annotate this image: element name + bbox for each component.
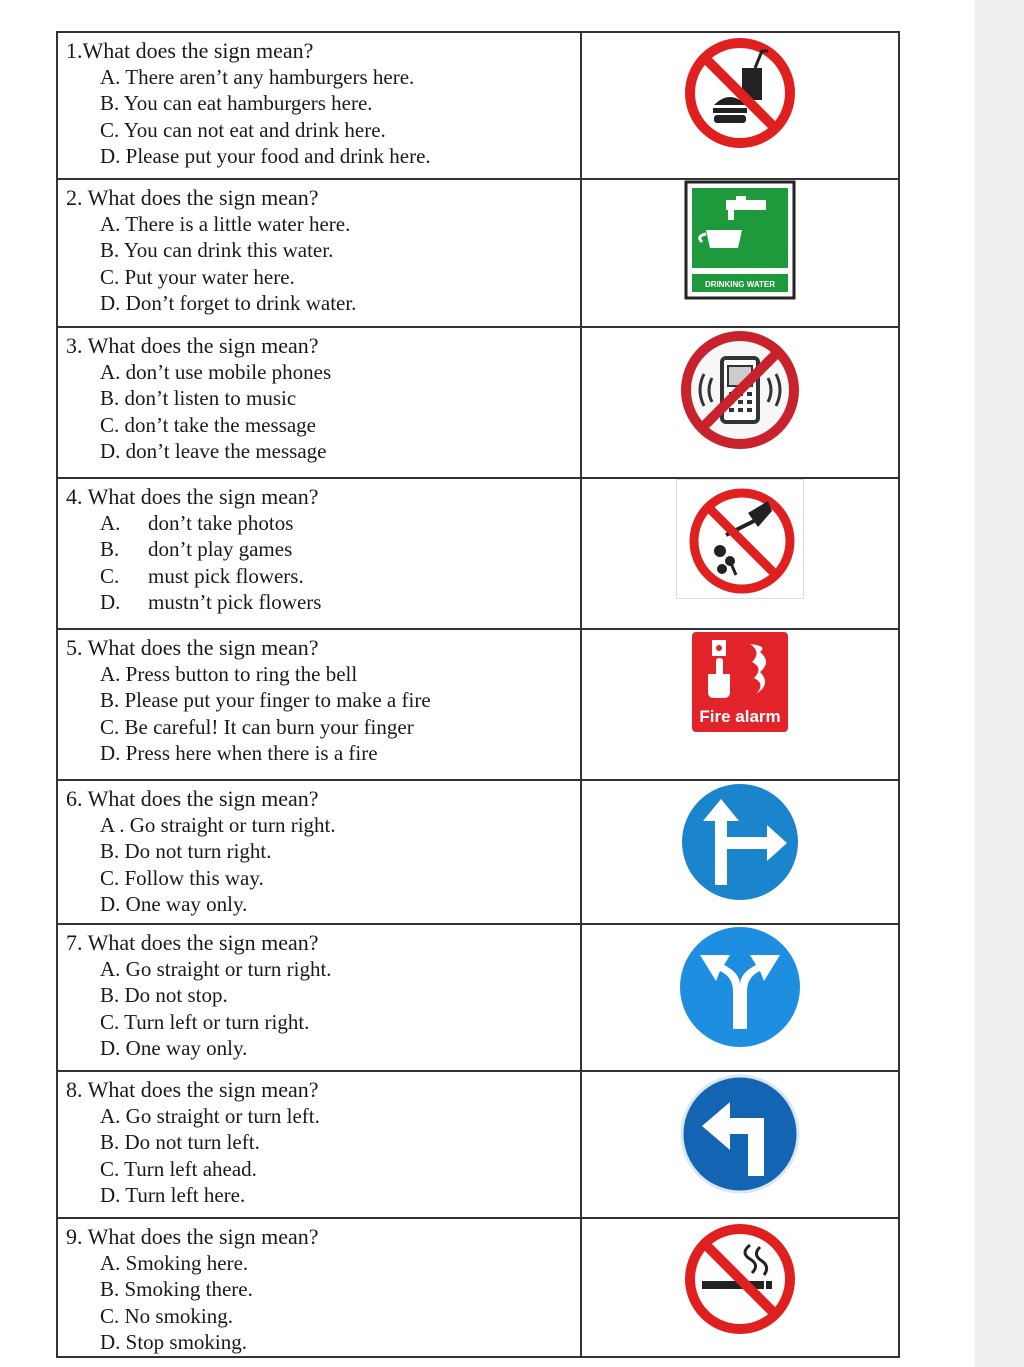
option-2a[interactable]: A. There is a little water here.	[100, 212, 351, 236]
option-3c[interactable]: C. don’t take the message	[100, 412, 316, 437]
question-row-6	[57, 780, 899, 924]
option-9b[interactable]: B. Smoking there.	[100, 1277, 253, 1302]
option-3a[interactable]: A. don’t use mobile phones	[100, 360, 332, 384]
option-5d[interactable]: D. Press here when there is a fire	[100, 740, 378, 765]
options-7	[66, 956, 572, 1061]
option-1b[interactable]: B. You can eat hamburgers here.	[100, 91, 373, 116]
viewer-gutter	[975, 0, 1024, 1367]
question-row-1	[57, 32, 899, 179]
option-3b[interactable]: B. don’t listen to music	[100, 386, 297, 411]
option-8c[interactable]: C. Turn left ahead.	[100, 1156, 257, 1181]
drinking-water-icon	[684, 180, 796, 300]
question-4: 4. What does the sign mean?	[66, 484, 319, 509]
question-1: 1.What does the sign mean?	[66, 38, 314, 63]
option-9a[interactable]: A. Smoking here.	[100, 1251, 249, 1275]
option-5b[interactable]: B. Please put your finger to make a fire	[100, 688, 431, 713]
option-1a[interactable]: A. There aren’t any hamburgers here.	[100, 65, 415, 89]
question-7: 7. What does the sign mean?	[66, 930, 319, 955]
option-1c[interactable]: C. You can not eat and drink here.	[100, 117, 386, 142]
drinking-water-caption: DRINKING WATER	[704, 280, 776, 289]
option-3d[interactable]: D. don’t leave the message	[100, 438, 327, 463]
option-7d[interactable]: D. One way only.	[100, 1035, 248, 1060]
option-4a[interactable]: A. don’t take photos	[100, 511, 294, 535]
question-row-3	[57, 327, 899, 478]
question-row-9	[57, 1218, 899, 1357]
no-smoking-icon	[680, 1219, 800, 1339]
options-8	[66, 1103, 572, 1208]
option-8a[interactable]: A. Go straight or turn left.	[100, 1104, 320, 1128]
question-2: 2. What does the sign mean?	[66, 185, 319, 210]
turn-left-ahead-icon	[678, 1072, 802, 1196]
option-7a[interactable]: A. Go straight or turn right.	[100, 957, 332, 981]
option-9d[interactable]: D. Stop smoking.	[100, 1329, 248, 1354]
no-food-drink-icon	[680, 33, 800, 153]
option-5c[interactable]: C. Be careful! It can burn your finger	[100, 714, 414, 739]
options-9	[66, 1250, 572, 1355]
option-9c[interactable]: C. No smoking.	[100, 1303, 234, 1328]
options-2	[66, 211, 572, 316]
option-2c[interactable]: C. Put your water here.	[100, 264, 295, 289]
straight-or-right-icon	[679, 781, 801, 903]
option-7b[interactable]: B. Do not stop.	[100, 983, 228, 1008]
option-1d[interactable]: D. Please put your food and drink here.	[100, 143, 431, 168]
option-6a[interactable]: A . Go straight or turn right.	[100, 813, 336, 837]
option-6c[interactable]: C. Follow this way.	[100, 865, 264, 890]
question-9: 9. What does the sign mean?	[66, 1224, 319, 1249]
option-7c[interactable]: C. Turn left or turn right.	[100, 1009, 310, 1034]
option-2d[interactable]: D. Don’t forget to drink water.	[100, 290, 357, 315]
question-row-8	[57, 1071, 899, 1218]
options-5	[66, 661, 572, 766]
options-3	[66, 359, 572, 464]
option-6b[interactable]: B. Do not turn right.	[100, 839, 272, 864]
option-4d[interactable]: D. mustn’t pick flowers	[100, 589, 322, 614]
option-4b[interactable]: B. don’t play games	[100, 537, 293, 562]
no-picking-flowers-icon	[676, 479, 804, 599]
question-5: 5. What does the sign mean?	[66, 635, 319, 660]
option-5a[interactable]: A. Press button to ring the bell	[100, 662, 358, 686]
question-row-4	[57, 478, 899, 629]
fire-alarm-caption: Fire alarm	[699, 707, 781, 726]
question-8: 8. What does the sign mean?	[66, 1077, 319, 1102]
option-8d[interactable]: D. Turn left here.	[100, 1182, 246, 1207]
question-row-2	[57, 179, 899, 327]
question-3: 3. What does the sign mean?	[66, 333, 319, 358]
fire-alarm-icon	[690, 630, 790, 734]
left-or-right-icon	[678, 925, 802, 1049]
options-4	[66, 510, 572, 615]
question-row-7	[57, 924, 899, 1071]
option-8b[interactable]: B. Do not turn left.	[100, 1130, 260, 1155]
option-6d[interactable]: D. One way only.	[100, 891, 248, 916]
no-mobile-phones-icon	[678, 328, 802, 452]
question-row-5	[57, 629, 899, 780]
option-4c[interactable]: C. must pick flowers.	[100, 563, 304, 588]
option-2b[interactable]: B. You can drink this water.	[100, 238, 334, 263]
quiz-table	[56, 31, 900, 1358]
options-1	[66, 64, 572, 169]
question-6: 6. What does the sign mean?	[66, 786, 319, 811]
options-6	[66, 812, 572, 917]
